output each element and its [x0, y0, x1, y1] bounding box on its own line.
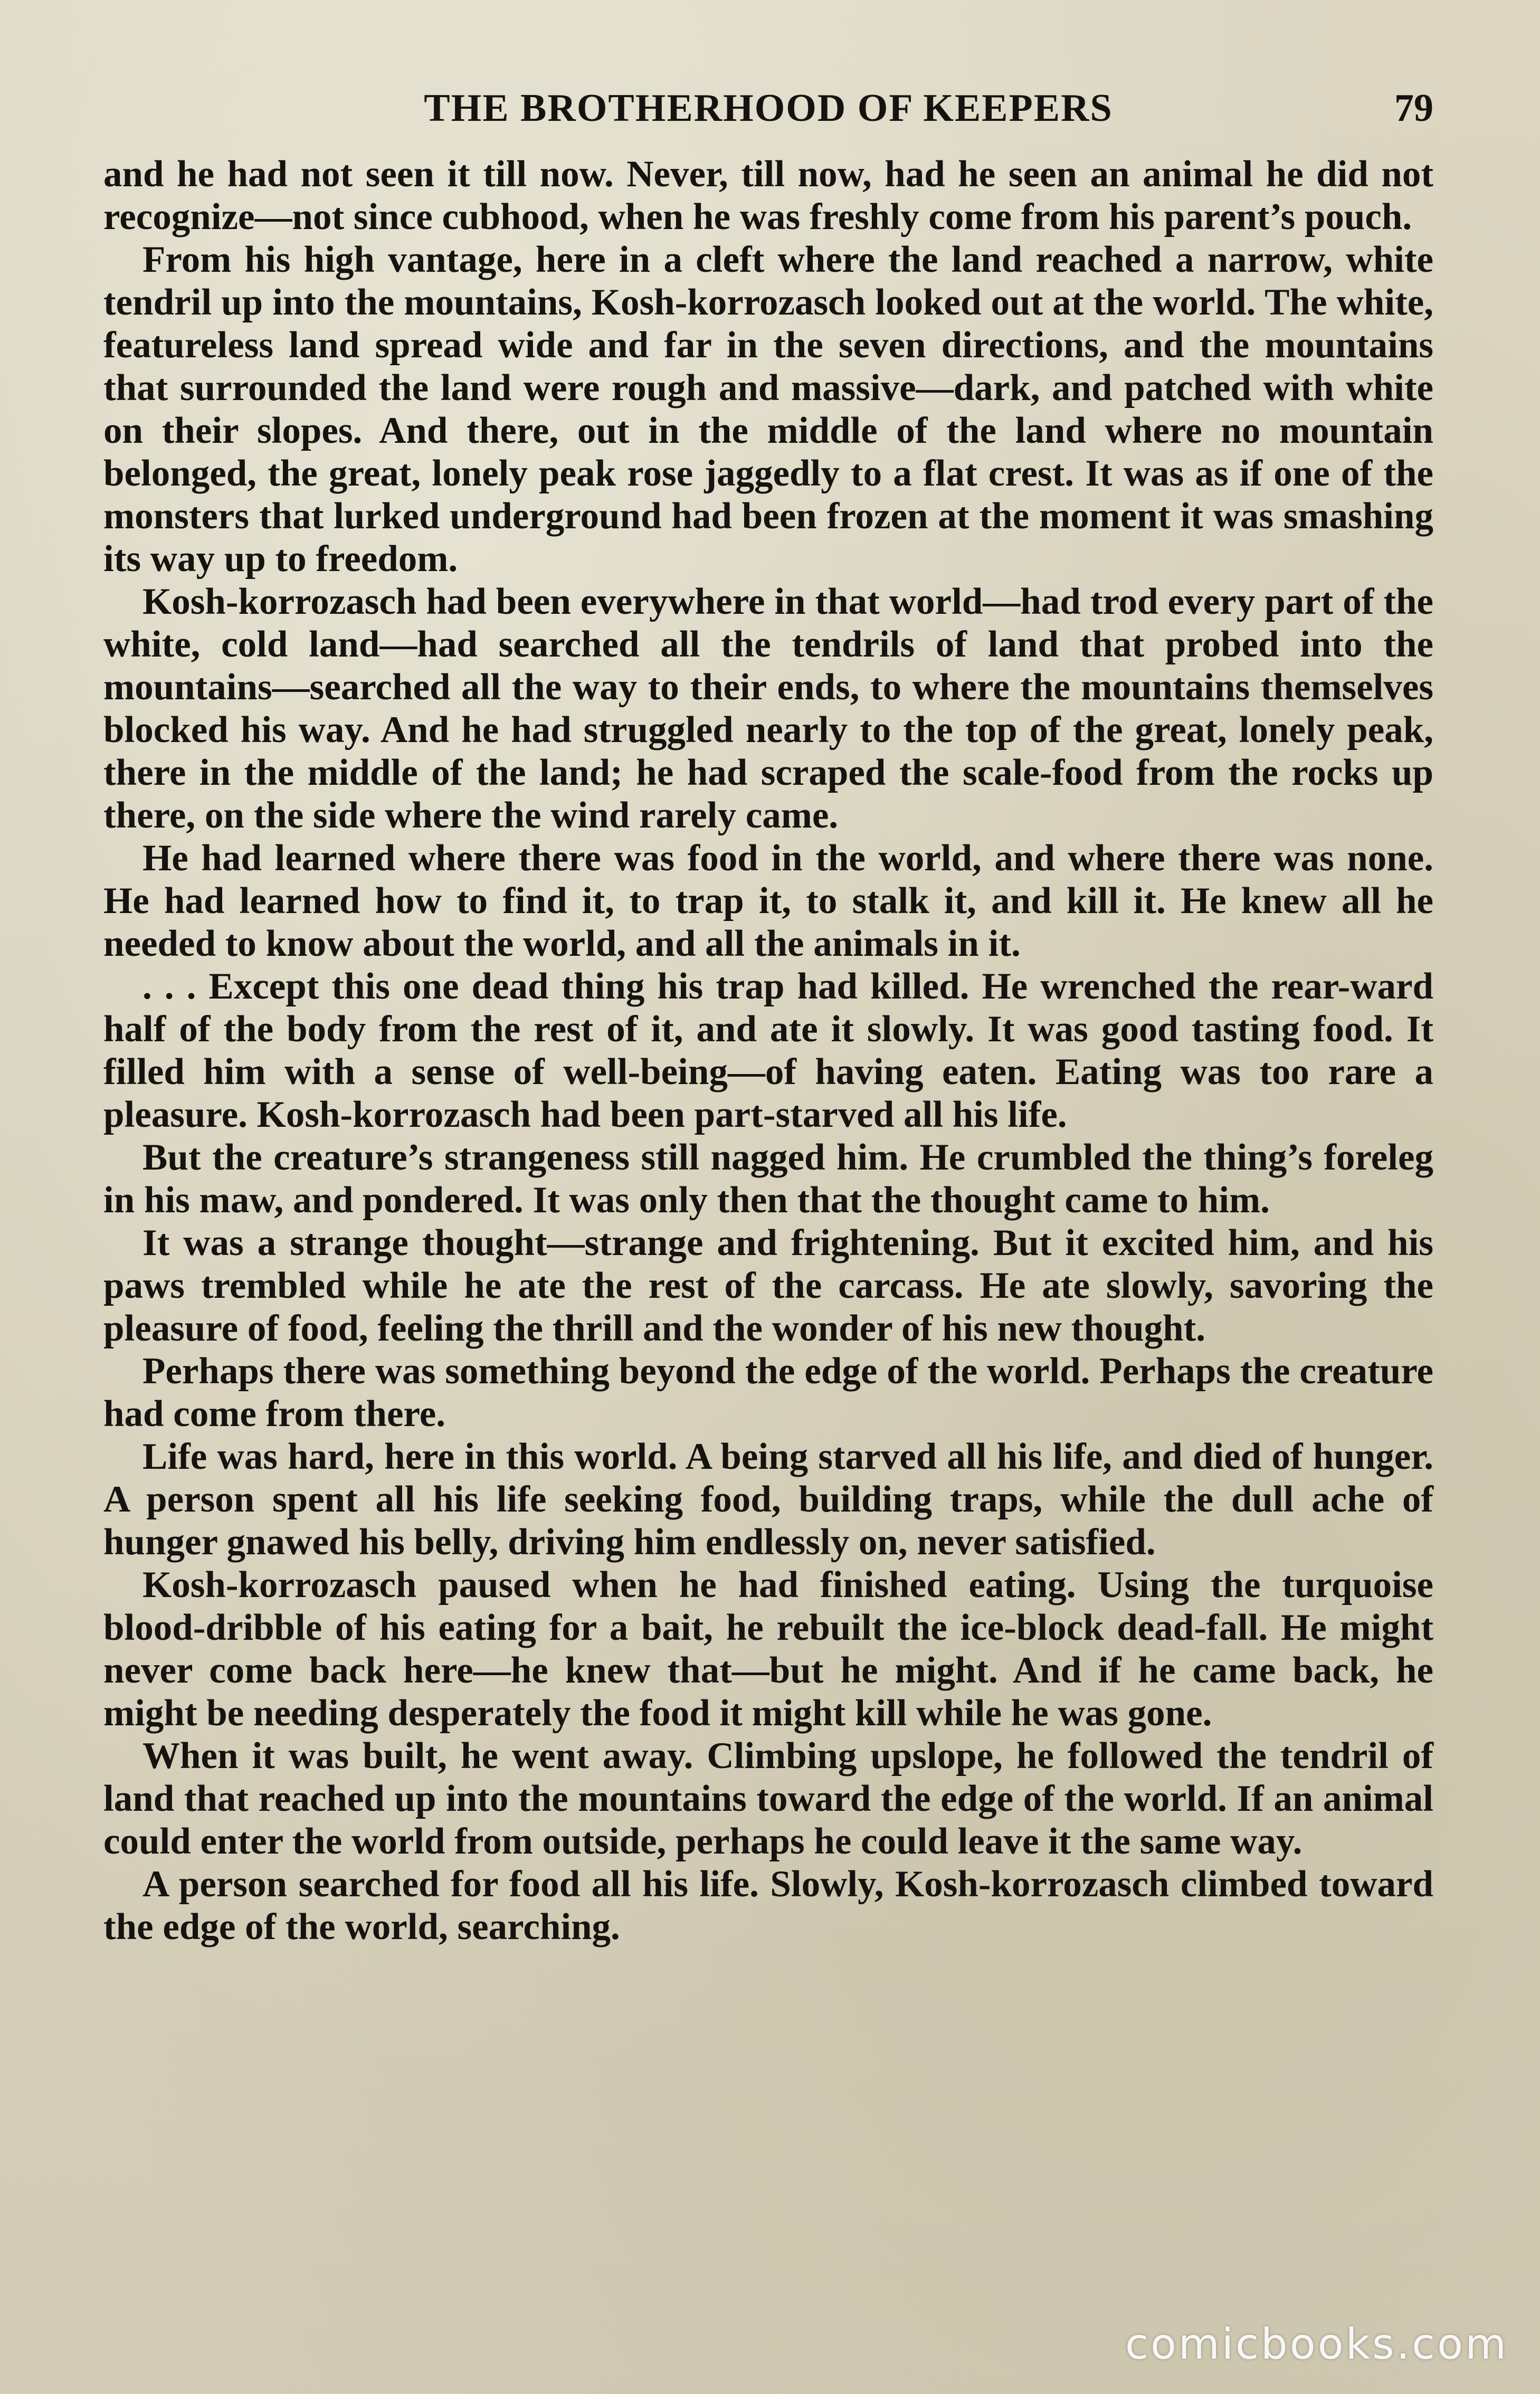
page-header [103, 79, 1433, 137]
paragraph: and he had not seen it till now. Never, till now, had he seen an animal he did not recognize—not since cubhood, when he was freshly come from his parent’s pouch. [103, 154, 1433, 238]
paragraph: Kosh-korrozasch had been everywhere in that world—had trod every part of the white, cold land—had searched all the tendrils of land that probed into the mountains—searched all the way to their ends, to where the mountains themselves blocked his way. And he had struggled nearly to the top of the great, lonely peak, there in the middle of the land; he had scraped the scale-food from the rocks up there, on the side where the wind rarely came. [103, 581, 1433, 836]
page-number: 79 [1394, 87, 1433, 130]
paragraph: Perhaps there was something beyond the edge of the world. Perhaps the creature had come from there. [103, 1351, 1433, 1434]
paragraph: From his high vantage, here in a cleft where the land reached a narrow, white tendril up into the mountains, Kosh-korrozasch looked out at the world. The white, featureless land spread wide and far in the seven directions, and the mountains that surrounded the land were rough and massive—dark, and patched with white on their slopes. And there, out in the middle of the land where no mountain belonged, the great, lonely peak rose jaggedly to a flat crest. It was as if one of the monsters that lurked underground had been frozen at the moment it was smashing its way up to freedom. [103, 239, 1433, 580]
running-title: THE BROTHERHOOD OF KEEPERS [424, 87, 1113, 130]
watermark: comicbooks.com [1125, 2320, 1508, 2369]
paragraph: Life was hard, here in this world. A being starved all his life, and died of hunger. A person spent all his life seeking food, building traps, while the dull ache of hunger gnawed his belly, driving him endlessly on, never satisfied. [103, 1436, 1433, 1563]
paragraph: When it was built, he went away. Climbing upslope, he followed the tendril of land that reached up into the mountains toward the edge of the world. If an animal could enter the world from outside, perhaps he could leave it the same way. [103, 1735, 1433, 1862]
paragraph: A person searched for food all his life. Slowly, Kosh-korrozasch climbed toward the edge of the world, searching. [103, 1864, 1433, 1948]
paragraph: But the creature’s strangeness still nagged him. He crumbled the thing’s foreleg in his maw, and pondered. It was only then that the thought came to him. [103, 1137, 1433, 1221]
paragraph: . . . Except this one dead thing his trap had killed. He wrenched the rear-ward half of the body from the rest of it, and ate it slowly. It was good tasting food. It filled him with a sense of well-being—of having eaten. Eating was too rare a pleasure. Kosh-korrozasch had been part-starved all his life. [103, 966, 1433, 1135]
body-text [103, 153, 1433, 1949]
paragraph: He had learned where there was food in the world, and where there was none. He had learned how to find it, to trap it, to stalk it, and kill it. He knew all he needed to know about the world, and all the animals in it. [103, 838, 1433, 964]
paragraph: It was a strange thought—strange and frightening. But it excited him, and his paws trembled while he ate the rest of the carcass. He ate slowly, savoring the pleasure of food, feeling the thrill and the wonder of his new thought. [103, 1222, 1433, 1349]
paragraph: Kosh-korrozasch paused when he had finished eating. Using the turquoise blood-dribble of his eating for a bait, he rebuilt the ice-block dead-fall. He might never come back here—he knew that—but he might. And if he came back, he might be needing desperately the food it might kill while he was gone. [103, 1564, 1433, 1734]
